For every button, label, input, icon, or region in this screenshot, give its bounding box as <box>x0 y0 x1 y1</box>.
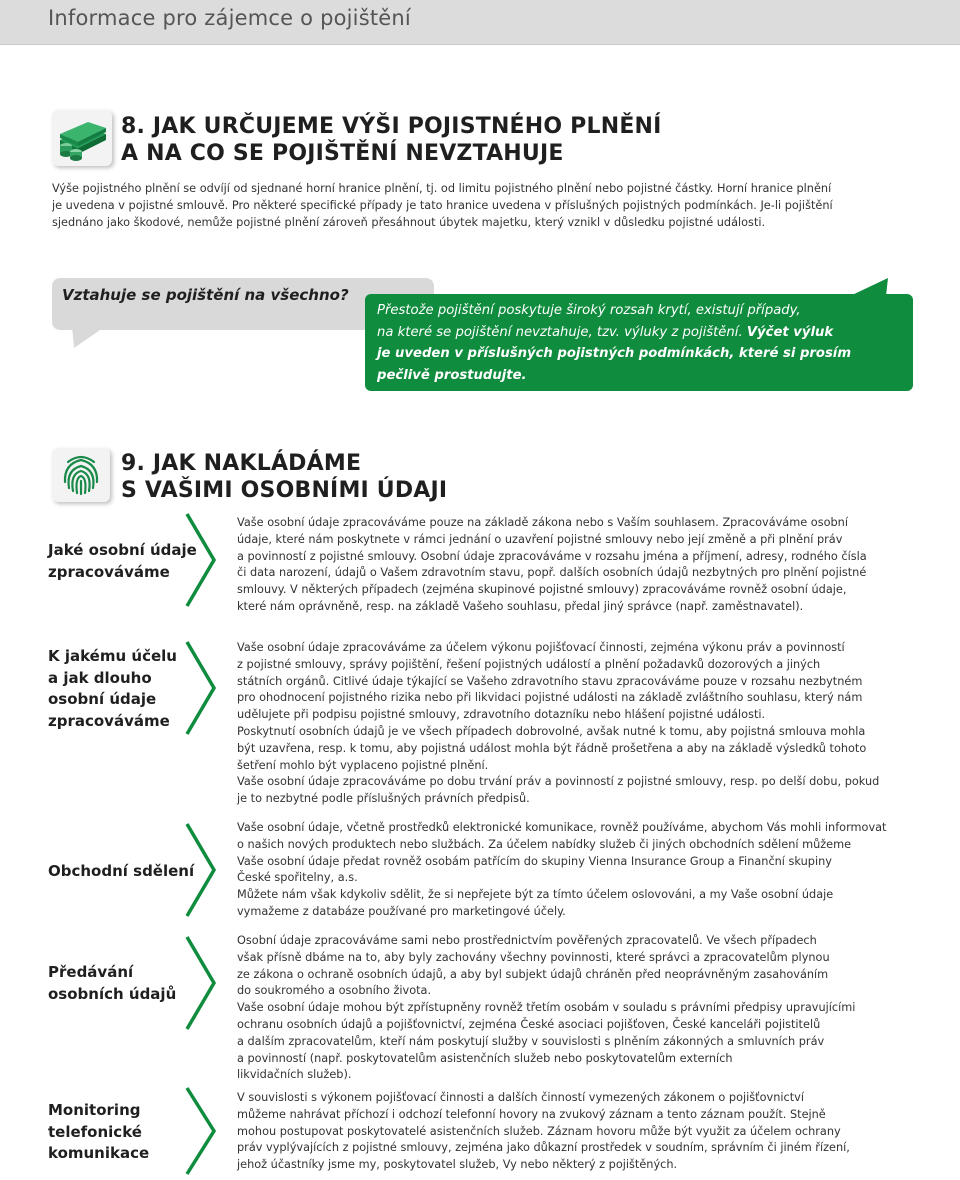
fingerprint-icon <box>52 448 110 502</box>
faq-answer-line: Přestože pojištění poskytuje široký rozsah krytí, existují případy, <box>377 303 801 318</box>
chevron-right-icon <box>184 1086 218 1176</box>
chevron-right-icon <box>184 512 218 608</box>
row-text-purpose-duration: Vaše osobní údaje zpracováváme za účelem výkonu pojišťovací činnosti, zejména výkonu práv a povinností z pojistné smlouvy, správy pojištění, řešení pojistných událostí a plnění požadavků dozorových a jiných státních orgánů. Citlivé údaje týkající se Vašeho zdravotního stavu zpracováváme pouze v rozsahu nezbytném pro ohodnocení pojistného rizika nebo při likvidaci pojistné události na základě zvláštního souhlasu, který nám udělujete při podpisu pojistné smlouvy, zdravotního dotazníku nebo hlášení pojistné události. Poskytnutí osobních údajů je ve všech případech dobrovolné, avšak nutné k tomu, aby pojistná smlouva mohla být uzavřena, resp. k tomu, aby pojistná událost mohla být řádně prošetřena a aby na základě výsledků tohoto šetření mohlo být vyplaceno pojistné plnění. Vaše osobní údaje zpracováváme po dobu trvání práv a povinností z pojistné smlouvy, resp. po delší dobu, pokud je to nezbytné podle příslušných právních předpisů. <box>237 641 880 806</box>
row-label-commercial-messages: Obchodní sdělení <box>48 862 195 880</box>
section8-paragraph-line: Výše pojistného plnění se odvíjí od sjednané horní hranice plnění, tj. od limitu pojistného plnění nebo pojistné částky. Horní hranice plnění <box>52 182 832 195</box>
faq-answer-emphasis: Výčet výluk <box>746 324 834 340</box>
section8-title-line1: 8. JAK URČUJEME VÝŠI POJISTNÉHO PLNĚNÍ <box>121 114 662 139</box>
row-text-call-monitoring: V souvislosti s výkonem pojišťovací činnosti a dalších činností vymezených zákonem o pojišťovnictví můžeme nahrávat příchozí i odchozí telefonní hovory na zvukový záznam a tento záznam použít. Stejně mohou postupovat poskytovatelé asistenčních služeb. Záznam hovoru může být využit za účelem ochrany práv vyplývajících z pojistné smlouvy, zejména jako důkazní prostředek v soudním, správním či jiném řízení, jehož účastníky jsme my, poskytovatel služeb, Vy nebo některý z pojištěných. <box>237 1091 850 1172</box>
row-label-call-monitoring: Monitoring telefonické komunikace <box>48 1101 150 1162</box>
chevron-right-icon <box>184 640 218 736</box>
faq-answer-emphasis: je uveden v příslušných pojistných podmínkách, které si prosím <box>377 346 852 361</box>
section9-title-line1: 9. JAK NAKLÁDÁME <box>121 451 362 476</box>
faq-answer-emphasis: pečlivě prostudujte. <box>377 367 527 383</box>
header-bar <box>0 0 960 45</box>
section8-paragraph-line: je uvedena v pojistné smlouvě. Pro některé specifické případy je tato hranice uvedena v příslušných pojistných podmínkách. Je-li pojištění <box>52 199 833 212</box>
row-text-processed-data: Vaše osobní údaje zpracováváme pouze na základě zákona nebo s Vaším souhlasem. Zpracováváme osobní údaje, které nám poskytnete v rámci jednání o uzavření pojistné smlouvy nebo její změně a při plnění práv a povinností z pojistné smlouvy. Osobní údaje zpracováváme v rozsahu jména a příjmení, adresy, rodného čísla či data narození, údajů o Vašem zdravotním stavu, popř. dalších osobních údajů nezbytných pro plnění pojistné smlouvy. V některých případech (zejména skupinové pojistné smlouvy) zpracováváme rovněž osobní údaje, které nám oprávněně, resp. na základě Vašeho souhlasu, předal jiný správce (např. zaměstnavatel). <box>237 516 867 613</box>
page-title: Informace pro zájemce o pojištění <box>48 6 411 30</box>
row-label-processed-data: Jaké osobní údaje zpracováváme <box>48 541 197 581</box>
money-stack-icon <box>52 110 112 166</box>
row-text-data-transfer: Osobní údaje zpracováváme sami nebo prostřednictvím pověřených zpracovatelů. Ve všech případech však přísně dbáme na to, aby byly zachovány všechny povinnosti, které správci a zpracovatelům plynou ze zákona o ochraně osobních údajů, a aby byl subjekt údajů chráněn před neoprávněným zasahováním do soukromého a osobního života. Vaše osobní údaje mohou být zpřístupněny rovněž třetím osobám v souladu s právními předpisy upravujícími ochranu osobních údajů a pojišťovnictví, zejména České asociaci pojišťoven, České kanceláři pojistitelů a dalším zpracovatelům, kteří nám poskytují služby v souvislosti s plněním zákonných a smluvních práv a povinností (např. poskytovatelům asistenčních služeb nebo poskytovatelům externích likvidačních služeb). <box>237 934 856 1082</box>
chevron-right-icon <box>184 822 218 918</box>
faq-answer <box>377 300 902 386</box>
chevron-right-icon <box>184 935 218 1031</box>
section9-title-line2: S VAŠIMI OSOBNÍMI ÚDAJI <box>121 478 448 503</box>
faq-answer-line: na které se pojištění nevztahuje, tzv. výluky z pojištění. <box>377 324 743 340</box>
row-text-commercial-messages: Vaše osobní údaje, včetně prostředků elektronické komunikace, rovněž používáme, abychom Vás mohli informovat o našich nových produktech nebo službách. Za účelem nabídky služeb či jiných obchodních sdělení můžeme Vaše osobní údaje předat rovněž osobám patřícím do skupiny Vienna Insurance Group a Finanční skupiny České spořitelny, a.s. Můžete nám však kdykoliv sdělit, že si nepřejete být za tímto účelem oslovováni, a my Vaše osobní údaje vymažeme z databáze používané pro marketingové účely. <box>237 821 887 918</box>
row-label-purpose-duration: K jakému účelu a jak dlouho osobní údaje zpracováváme <box>48 647 177 730</box>
row-label-data-transfer: Předávání osobních údajů <box>48 963 177 1003</box>
section8-paragraph-line: sjednáno jako škodové, nemůže pojistné plnění zároveň přesáhnout úbytek majetku, který vznikl v důsledku pojistné události. <box>52 216 766 229</box>
section8-title-line2: A NA CO SE POJIŠTĚNÍ NEVZTAHUJE <box>121 141 564 166</box>
faq-question: Vztahuje se pojištění na všechno? <box>62 286 349 304</box>
